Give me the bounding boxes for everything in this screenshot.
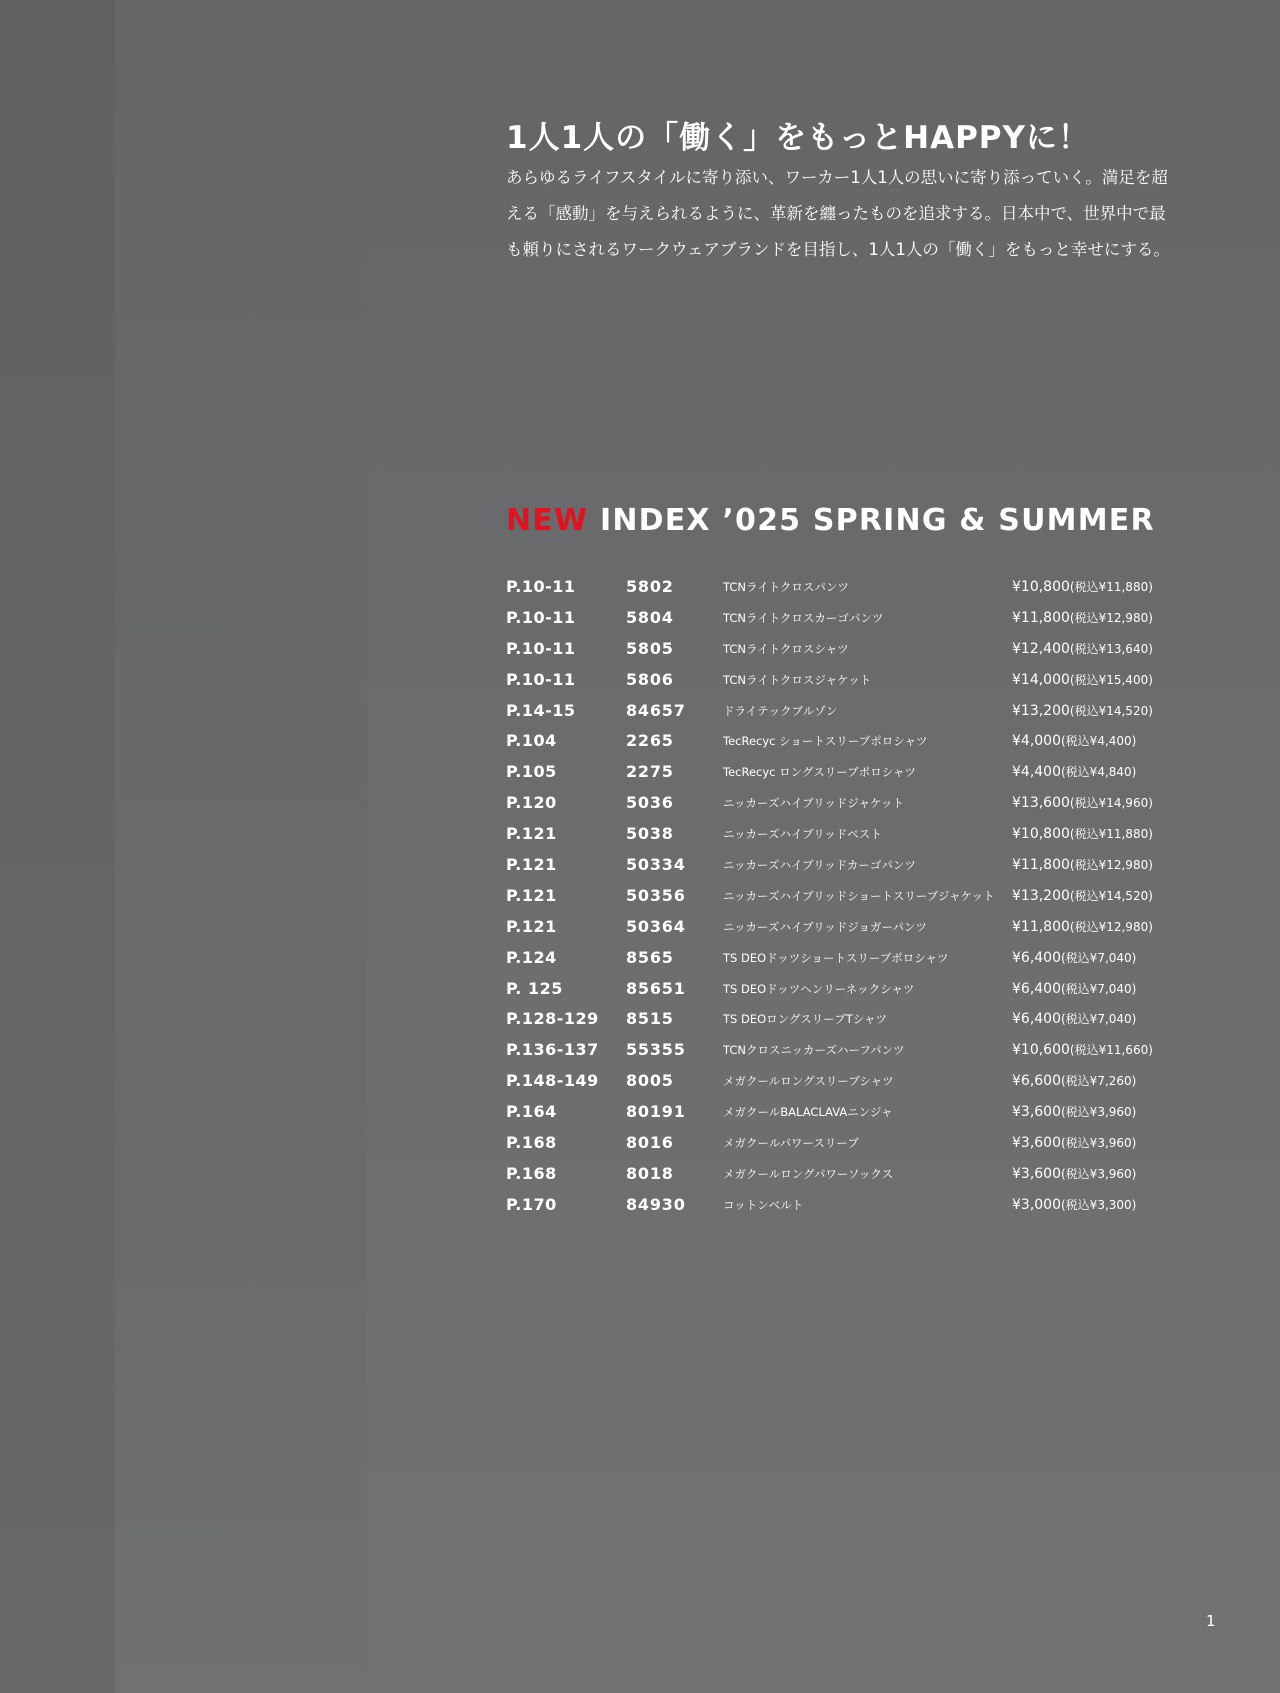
table-row <box>506 881 1186 912</box>
item-price: ¥4,400 <box>1012 764 1061 781</box>
page-number: 1 <box>1206 1612 1216 1630</box>
intro-line: も頼りにされるワークウェアブランドを目指し、1人1人の「働く」をもっと幸せにする。 <box>506 240 1170 259</box>
item-price: ¥10,800 <box>1012 826 1070 843</box>
item-page: P.128-129 <box>506 1009 599 1029</box>
item-price-cell <box>1012 757 1136 788</box>
table-row <box>506 1004 1186 1035</box>
item-code: 5805 <box>626 638 674 658</box>
item-code: 8515 <box>626 1009 674 1029</box>
item-price-cell <box>1012 819 1153 850</box>
item-code: 50334 <box>626 855 686 875</box>
item-price-tax: (税込¥12,980) <box>1069 610 1153 625</box>
index-title-text: INDEX ’025 SPRING & SUMMER <box>599 503 1155 538</box>
item-page: P.168 <box>506 1163 557 1183</box>
item-price-tax: (税込¥4,400) <box>1061 734 1137 749</box>
item-price-tax: (税込¥7,040) <box>1061 950 1137 965</box>
table-row <box>506 912 1186 943</box>
item-page: P. 125 <box>506 978 563 998</box>
product-index-table <box>506 572 1186 1221</box>
item-price: ¥10,800 <box>1012 579 1070 595</box>
item-price-cell <box>1012 634 1153 665</box>
item-name: メガクールロングスリーブシャツ <box>723 1074 894 1089</box>
item-price-cell <box>1012 696 1153 727</box>
item-name: ニッカーズハイブリッドショートスリーブジャケット <box>723 888 995 903</box>
item-name: TCNライトクロスジャケット <box>723 672 872 687</box>
item-price: ¥3,600 <box>1012 1165 1061 1182</box>
index-title-new: NEW <box>506 503 589 538</box>
item-code: 50356 <box>626 885 686 905</box>
item-price-tax: (税込¥11,880) <box>1069 827 1153 842</box>
background-left-panel <box>0 0 115 1693</box>
item-page: P.104 <box>506 731 557 751</box>
item-name: TS DEOロングスリーブTシャツ <box>723 1012 888 1027</box>
item-price: ¥6,400 <box>1012 1011 1061 1028</box>
item-price-tax: (税込¥7,260) <box>1061 1074 1137 1089</box>
table-row <box>506 1097 1186 1128</box>
item-name: メガクールパワースリーブ <box>723 1136 859 1151</box>
item-name: TecRecyc ショートスリーブポロシャツ <box>723 734 928 749</box>
item-price-cell <box>1012 1097 1136 1128</box>
table-row <box>506 1035 1186 1066</box>
item-page: P.10-11 <box>506 577 576 596</box>
intro-paragraph <box>506 160 1170 268</box>
table-row <box>506 603 1186 634</box>
item-price: ¥3,600 <box>1012 1104 1061 1121</box>
item-code: 8016 <box>626 1133 674 1153</box>
item-page: P.170 <box>506 1194 557 1214</box>
item-price-cell <box>1012 850 1153 881</box>
item-price: ¥6,400 <box>1012 980 1061 997</box>
item-name: ドライテックブルゾン <box>723 703 838 718</box>
item-page: P.10-11 <box>506 669 576 689</box>
item-page: P.124 <box>506 947 557 967</box>
item-code: 8018 <box>626 1163 674 1183</box>
item-price: ¥3,000 <box>1012 1196 1061 1213</box>
table-row <box>506 757 1186 788</box>
item-code: 85651 <box>626 978 686 998</box>
item-price: ¥12,400 <box>1012 640 1070 657</box>
item-code: 50364 <box>626 916 686 936</box>
item-price-tax: (税込¥14,960) <box>1069 796 1153 811</box>
item-name: メガクールロングパワーソックス <box>723 1166 894 1181</box>
item-code: 8005 <box>626 1071 674 1091</box>
item-code: 8565 <box>626 947 674 967</box>
item-code: 5036 <box>626 793 674 813</box>
item-page: P.168 <box>506 1133 557 1153</box>
background-lower-strip <box>115 1345 367 1693</box>
table-row <box>506 726 1186 757</box>
item-page: P.121 <box>506 855 557 875</box>
item-price-tax: (税込¥4,840) <box>1061 765 1137 780</box>
item-name: TS DEOドッツヘンリーネックシャツ <box>723 981 915 996</box>
item-price-cell <box>1012 943 1136 974</box>
item-name: ニッカーズハイブリッドジャケット <box>723 796 904 811</box>
table-row <box>506 665 1186 696</box>
item-page: P.121 <box>506 824 557 844</box>
item-price-cell <box>1012 1159 1136 1190</box>
item-price-cell <box>1012 881 1153 912</box>
item-code: 2275 <box>626 762 674 782</box>
item-price-cell <box>1012 603 1153 634</box>
item-page: P.105 <box>506 762 557 782</box>
item-page: P.10-11 <box>506 607 576 627</box>
item-price-cell <box>1012 1004 1136 1035</box>
item-price: ¥3,600 <box>1012 1135 1061 1152</box>
item-price-cell <box>1012 665 1153 696</box>
item-name: TCNライトクロスカーゴパンツ <box>723 610 884 625</box>
item-price: ¥11,800 <box>1012 609 1070 626</box>
intro-line: あらゆるライフスタイルに寄り添い、ワーカー1人1人の思いに寄り添っていく。満足を超 <box>506 168 1168 187</box>
item-price: ¥13,600 <box>1012 795 1070 812</box>
item-price-tax: (税込¥3,960) <box>1061 1105 1137 1120</box>
item-price-tax: (税込¥3,300) <box>1061 1197 1137 1212</box>
item-name: TCNライトクロスシャツ <box>723 641 849 656</box>
item-name: TecRecyc ロングスリーブポロシャツ <box>723 765 916 780</box>
index-title <box>506 503 1155 538</box>
item-price: ¥6,600 <box>1012 1073 1061 1090</box>
item-price: ¥13,200 <box>1012 702 1070 719</box>
item-price-cell <box>1012 726 1136 757</box>
table-row <box>506 1159 1186 1190</box>
item-name: ニッカーズハイブリッドジョガーパンツ <box>723 919 927 934</box>
item-code: 5802 <box>626 577 674 596</box>
headline: 1人1人の「働く」をもっとHAPPYに！ <box>506 120 1090 156</box>
item-price-cell <box>1012 1035 1153 1066</box>
item-price-tax: (税込¥11,660) <box>1069 1043 1153 1058</box>
table-row <box>506 850 1186 881</box>
item-code: 5804 <box>626 607 674 627</box>
item-page: P.14-15 <box>506 700 576 720</box>
item-price-cell <box>1012 974 1136 1005</box>
table-row <box>506 1066 1186 1097</box>
item-price-tax: (税込¥7,040) <box>1061 1012 1137 1027</box>
item-page: P.121 <box>506 885 557 905</box>
item-price-tax: (税込¥11,880) <box>1069 580 1153 594</box>
item-price-tax: (税込¥7,040) <box>1061 981 1137 996</box>
item-price: ¥14,000 <box>1012 671 1070 688</box>
item-price-tax: (税込¥13,640) <box>1069 641 1153 656</box>
item-code: 2265 <box>626 731 674 751</box>
item-price-tax: (税込¥12,980) <box>1069 919 1153 934</box>
item-price: ¥11,800 <box>1012 918 1070 935</box>
item-name: ニッカーズハイブリッドカーゴパンツ <box>723 858 916 873</box>
table-row <box>506 819 1186 850</box>
item-code: 84657 <box>626 700 686 720</box>
item-price-cell <box>1012 1128 1136 1159</box>
item-name: コットンベルト <box>723 1197 804 1212</box>
item-page: P.121 <box>506 916 557 936</box>
item-name: TS DEOドッツショートスリーブポロシャツ <box>723 950 949 965</box>
table-row <box>506 1190 1186 1221</box>
item-price: ¥4,000 <box>1012 733 1061 750</box>
item-price-tax: (税込¥12,980) <box>1069 858 1153 873</box>
table-row <box>506 634 1186 665</box>
item-price-tax: (税込¥3,960) <box>1061 1166 1137 1181</box>
table-row <box>506 572 1186 603</box>
item-name: TCNライトクロスパンツ <box>723 580 849 594</box>
item-code: 5806 <box>626 669 674 689</box>
item-price-tax: (税込¥14,520) <box>1069 703 1153 718</box>
table-row <box>506 696 1186 727</box>
item-page: P.120 <box>506 793 557 813</box>
item-name: ニッカーズハイブリッドベスト <box>723 827 882 842</box>
item-price-tax: (税込¥14,520) <box>1069 888 1153 903</box>
item-page: P.10-11 <box>506 638 576 658</box>
item-name: メガクールBALACLAVAニンジャ <box>723 1105 893 1120</box>
intro-line: える「感動」を与えられるように、革新を纏ったものを追求する。日本中で、世界中で最 <box>506 204 1166 223</box>
item-price-cell <box>1012 912 1153 943</box>
item-name: TCNクロスニッカーズハーフパンツ <box>723 1043 905 1058</box>
item-price: ¥11,800 <box>1012 857 1070 874</box>
item-code: 84930 <box>626 1194 686 1214</box>
item-price: ¥10,600 <box>1012 1042 1070 1059</box>
item-price-tax: (税込¥15,400) <box>1069 672 1153 687</box>
item-price-cell <box>1012 1066 1136 1097</box>
item-code: 5038 <box>626 824 674 844</box>
table-row <box>506 788 1186 819</box>
item-price: ¥6,400 <box>1012 949 1061 966</box>
item-page: P.164 <box>506 1102 557 1122</box>
table-row <box>506 974 1186 1005</box>
table-row <box>506 1128 1186 1159</box>
item-price: ¥13,200 <box>1012 887 1070 904</box>
item-page: P.148-149 <box>506 1071 599 1091</box>
item-price-tax: (税込¥3,960) <box>1061 1136 1137 1151</box>
item-code: 55355 <box>626 1040 686 1060</box>
item-price-cell <box>1012 1190 1136 1221</box>
item-price-cell <box>1012 788 1153 819</box>
item-code: 80191 <box>626 1102 686 1122</box>
table-row <box>506 943 1186 974</box>
item-page: P.136-137 <box>506 1040 599 1060</box>
item-price-cell <box>1012 572 1153 603</box>
